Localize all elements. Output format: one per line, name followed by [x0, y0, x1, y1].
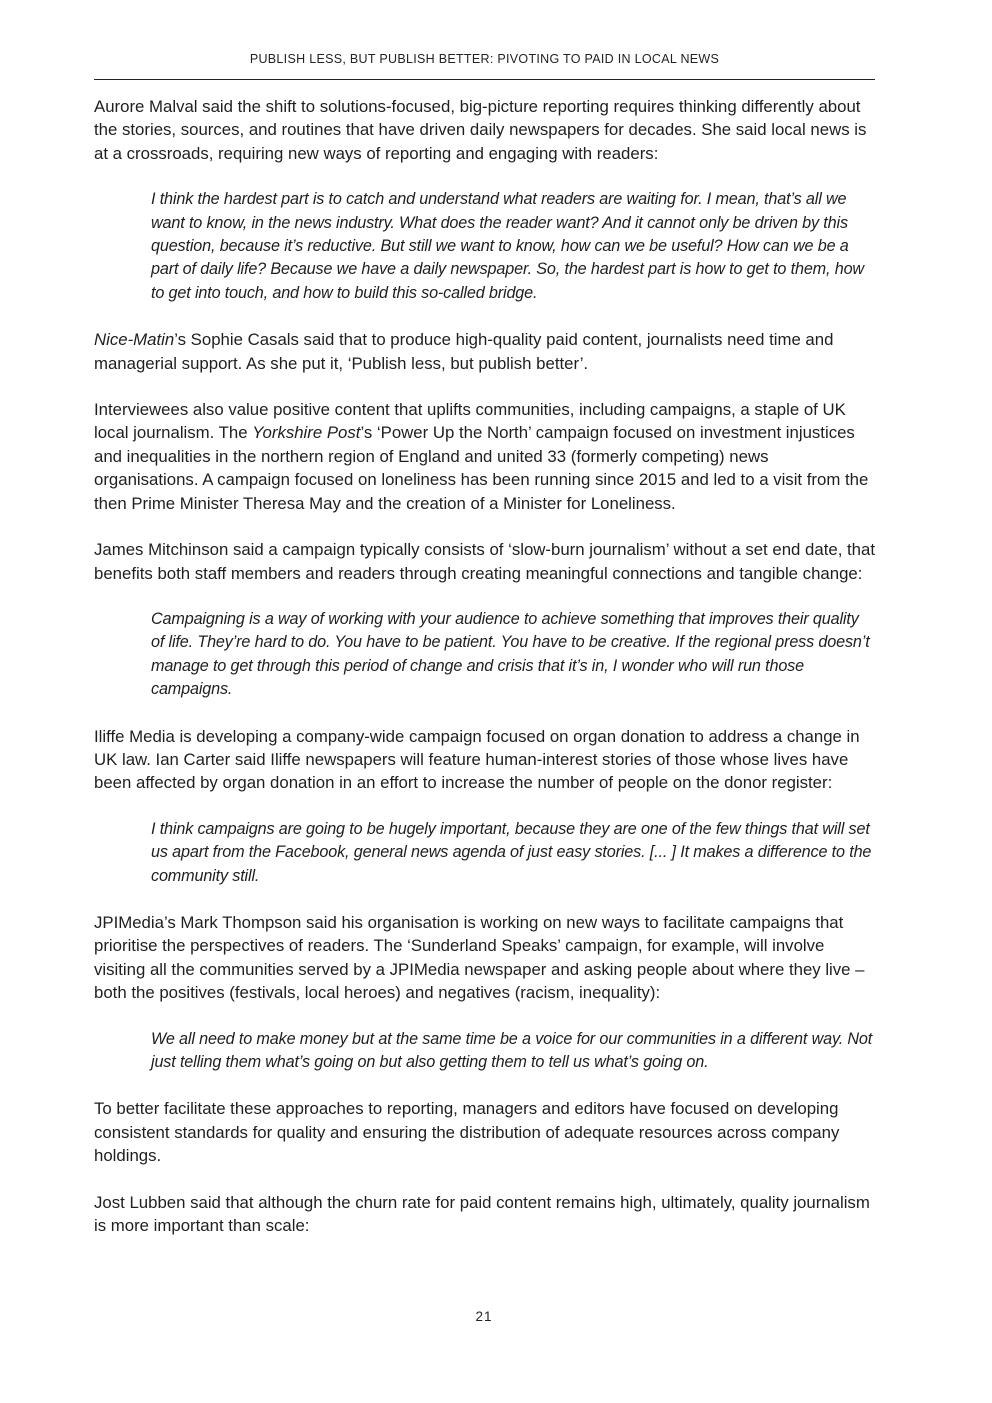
paragraph-iliffe: Iliffe Media is developing a company-wide campaign focused on organ donation to address a change in UK law. Ian Carter said Iliffe newspapers will feature human-interest stories of those whose lives have been affected by organ donation in an effort to increase the number of people on the donor register: [94, 726, 860, 793]
publication-name: Nice-Matin [94, 330, 175, 350]
quote-mitchinson: Campaigning is a way of working with your audience to achieve something that improves their quality of life. They’re hard to do. You have to be patient. You have to be creative. If the regional press doesn’t manage to get through this period of change and crisis that it’s in, I wonder who will run those campaigns. [151, 609, 870, 699]
paragraph-lubben: Jost Lubben said that although the churn rate for paid content remains high, ultimately, quality journalism is more important than scale: [94, 1192, 870, 1236]
paragraph-malval: Aurore Malval said the shift to solutions-focused, big-picture reporting requires thinking differently about the stories, sources, and routines that have driven daily newspapers for decades. She said local news is at a crossroads, requiring new ways of reporting and engaging with readers: [94, 97, 867, 163]
quote-carter: I think campaigns are going to be hugely important, because they are one of the few things that will set us apart from the Facebook, general news agenda of just easy stories. [... ] It makes a difference to the community still. [151, 819, 872, 885]
paragraph-casals [94, 328, 875, 375]
paragraph-jpimedia: JPIMedia’s Mark Thompson said his organisation is working on new ways to facilitate campaigns that prioritise the perspectives of readers. The ‘Sunderland Speaks’ campaign, for example, will involve visiting all the communities served by a JPIMedia newspaper and asking people about where they live – both the positives (festivals, local heroes) and negatives (racism, inequality): [94, 912, 865, 1003]
paragraph-text: Interviewees also value positive content that uplifts communities, including campaigns, a staple of UK local journalism. The [94, 400, 846, 443]
paragraph-mitchinson: James Mitchinson said a campaign typically consists of ‘slow-burn journalism’ without a set end date, that benefits both staff members and readers through creating meaningful connections and tangible change: [94, 540, 876, 583]
paragraph-text: ’s Sophie Casals said that to produce high-quality paid content, journalists need time and managerial support. As she put it, ‘Publish less, but publish better’. [94, 330, 834, 373]
page-body [94, 95, 875, 1260]
page-number: 21 [475, 1309, 493, 1324]
publication-name: Yorkshire Post [252, 423, 361, 443]
paragraph-standards: To better facilitate these approaches to reporting, managers and editors have focused on developing consistent standards for quality and ensuring the distribution of adequate resources across company holdings. [94, 1099, 840, 1166]
paragraph-text: ’s ‘Power Up the North’ campaign focused on investment injustices and inequalities in the northern region of England and united 33 (formerly competing) news organisations. A campaign focused on loneliness has been running since 2015 and led to a visit from the then Prime Minister Theresa May and the creation of a Minister for Loneliness. [94, 423, 869, 513]
quote-malval: I think the hardest part is to catch and understand what readers are waiting for. I mean, that’s all we want to know, in the news industry. What does the reader want? And it cannot only be driven by this question, because it’s reductive. But still we want to know, how can we be useful? How can we be a part of daily life? Because we have a daily newspaper. So, the hardest part is how to get to them, how to get into touch, and how to build this so-called bridge. [151, 190, 864, 302]
quote-thompson: We all need to make money but at the same time be a voice for our communities in a different way. Not just telling them what’s going on but also getting them to tell us what’s going on. [151, 1029, 873, 1071]
running-header: PUBLISH LESS, BUT PUBLISH BETTER: PIVOTING TO PAID IN LOCAL NEWS [249, 52, 720, 66]
header-divider [94, 79, 875, 80]
paragraph-campaigns [94, 398, 875, 515]
